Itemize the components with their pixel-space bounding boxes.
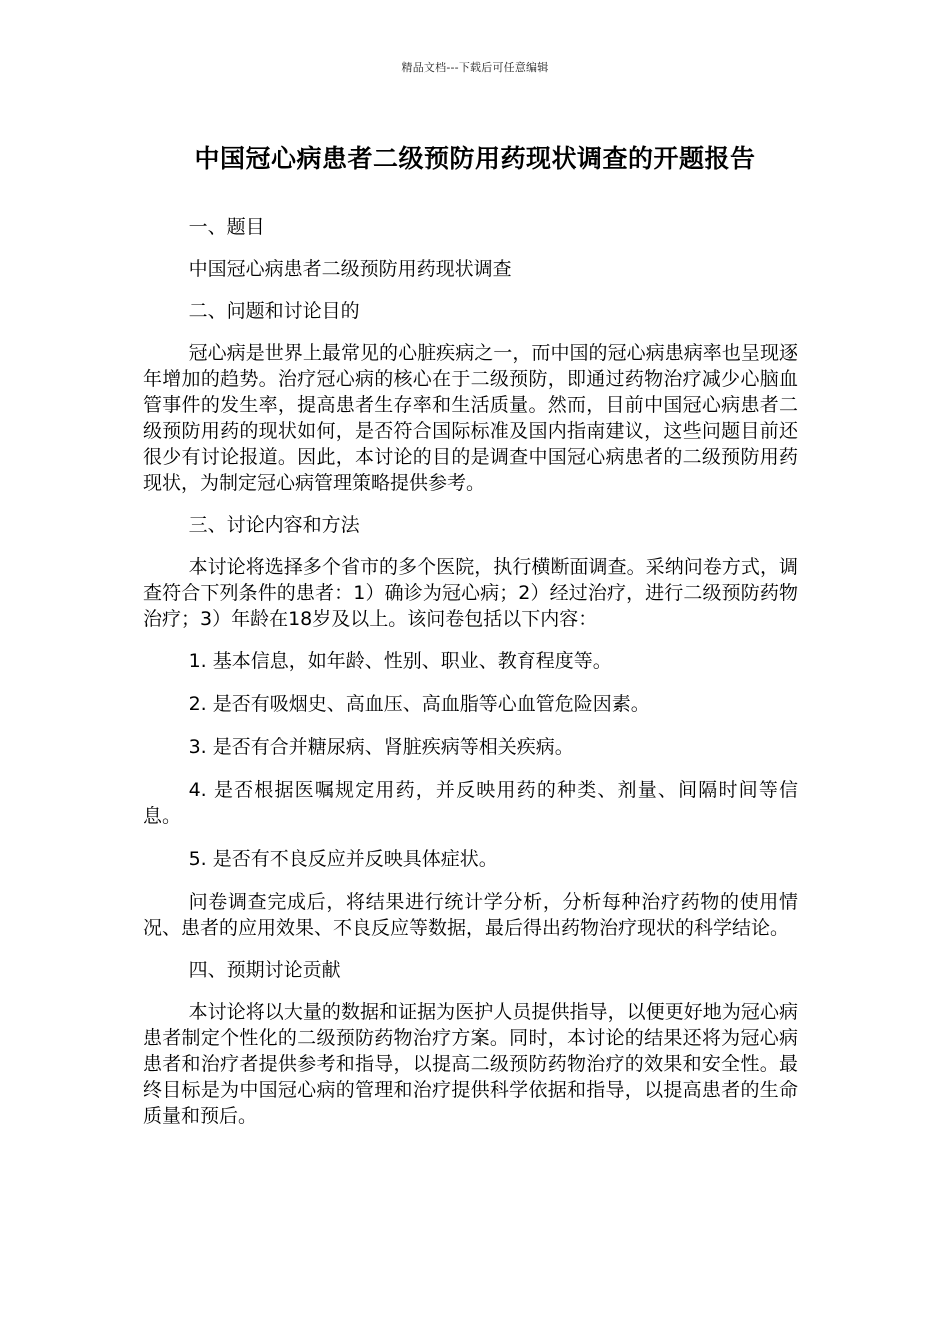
document-body <box>143 214 798 1145</box>
page-header: 精品文档---下载后可任意编辑 <box>401 61 549 74</box>
document-title: 中国冠心病患者二级预防用药现状调查的开题报告 <box>194 144 756 173</box>
body-paragraph: 问卷调查完成后，将结果进行统计学分析，分析每种治疗药物的使用情况、患者的应用效果、不良反应等数据，最后得出药物治疗现状的科学结论。 <box>143 891 798 939</box>
section-heading-methods: 三、讨论内容和方法 <box>188 514 360 536</box>
list-item: 2. 是否有吸烟史、高血压、高血脂等心血管危险因素。 <box>188 693 650 715</box>
body-paragraph: 本讨论将以大量的数据和证据为医护人员提供指导，以便更好地为冠心病患者制定个性化的二级预防药物治疗方案。同时，本讨论的结果还将为冠心病患者和治疗者提供参考和指导，以提高二级预防药物治疗的效果和安全性。最终目标是为中国冠心病的管理和治疗提供科学依据和指导，以提高患者的生命质量和预后。 <box>143 1001 798 1127</box>
section-heading-topic: 一、题目 <box>188 216 265 238</box>
list-item: 3. 是否有合并糖尿病、肾脏疾病等相关疾病。 <box>188 736 574 758</box>
list-item: 5. 是否有不良反应并反映具体症状。 <box>188 848 498 870</box>
body-paragraph: 冠心病是世界上最常见的心脏疾病之一，而中国的冠心病患病率也呈现逐年增加的趋势。治疗冠心病的核心在于二级预防，即通过药物治疗减少心脑血管事件的发生率，提高患者生存率和生活质量。然而，目前中国冠心病患者二级预防用药的现状如何，是否符合国际标准及国内指南建议，这些问题目前还很少有讨论报道。因此，本讨论的目的是调查中国冠心病患者的二级预防用药现状，为制定冠心病管理策略提供参考。 <box>143 342 798 494</box>
section-heading-purpose: 二、问题和讨论目的 <box>188 300 360 322</box>
section-heading-contribution: 四、预期讨论贡献 <box>188 959 341 981</box>
list-item: 1. 基本信息，如年龄、性别、职业、教育程度等。 <box>188 650 612 672</box>
list-item: 4. 是否根据医嘱规定用药，并反映用药的种类、剂量、间隔时间等信息。 <box>143 779 798 827</box>
topic-text: 中国冠心病患者二级预防用药现状调查 <box>188 258 512 280</box>
body-paragraph: 本讨论将选择多个省市的多个医院，执行横断面调查。采纳问卷方式，调查符合下列条件的患者：1）确诊为冠心病；2）经过治疗，进行二级预防药物治疗；3）年龄在18岁及以上。该问卷包括以下内容： <box>143 556 798 630</box>
